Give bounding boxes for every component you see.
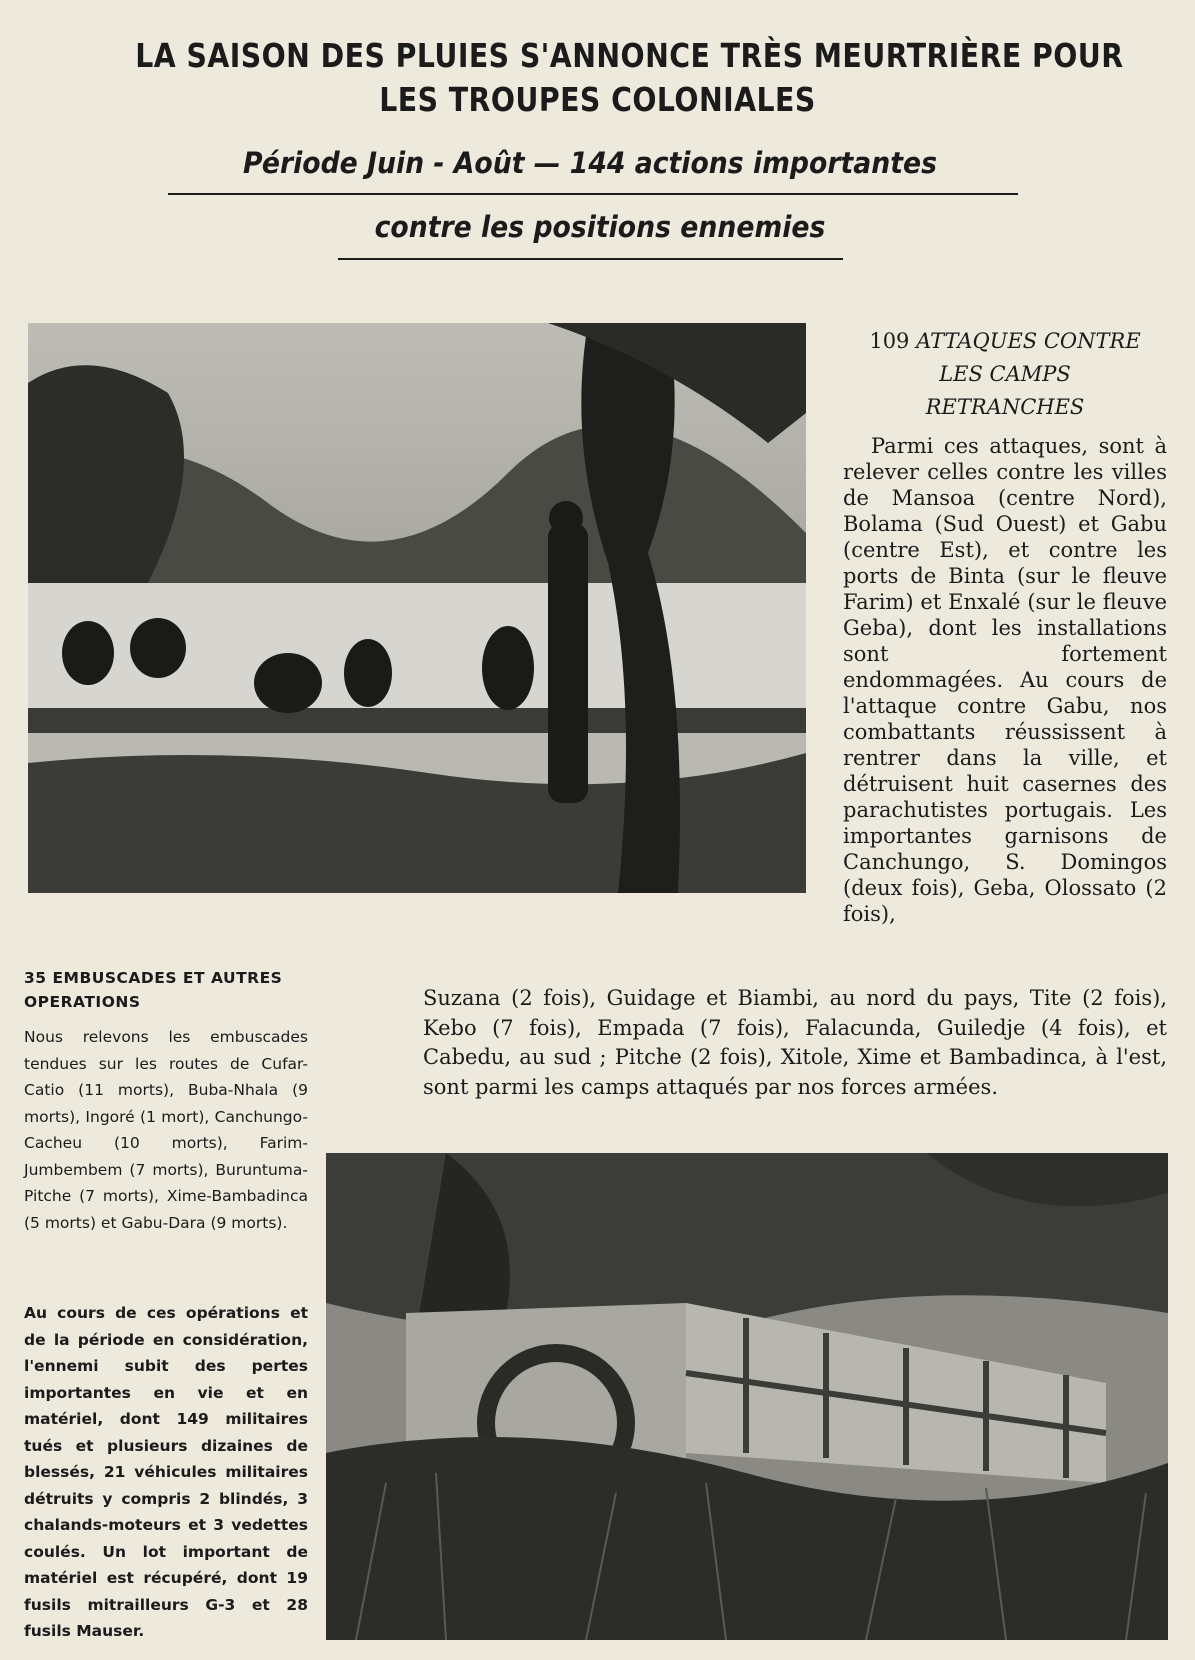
photo-destroyed-truck bbox=[326, 1153, 1168, 1640]
section-left-title: 35 EMBUSCADES ET AUTRES OPERATIONS bbox=[24, 969, 283, 1011]
headline-line-1: LA SAISON DES PLUIES S'ANNONCE TRÈS MEURTRIÈRE POUR bbox=[135, 36, 1124, 75]
subtitle-rule-1 bbox=[168, 193, 1018, 195]
section-left-body: Nous relevons les embuscades tendues sur les routes de Cufar-Catio (11 morts), Buba-Nhala (9 morts), Ingoré (1 mort), Canchungo-Cacheu (10 morts), Farim-Jumbembem (7 morts), Buruntuma-Pitche (7 morts), Xime-Bambadinca (5 morts) et Gabu-Dara (9 morts). bbox=[24, 1028, 308, 1232]
section-right-title bbox=[843, 325, 1167, 424]
section-left-summary: Au cours de ces opérations et de la période en considération, l'ennemi subit des pertes importantes en vie et en matériel, dont 149 militaires tués et plusieurs dizaines de blessés, 21 véhicules militaires détruits y compris 2 blindés, 3 chalands-moteurs et 3 vedettes coulés. Un lot important de matériel est récupéré, dont 19 fusils mitrailleurs G-3 et 28 fusils Mauser. bbox=[24, 1304, 308, 1640]
subtitle-rule-2 bbox=[338, 258, 843, 260]
section-right-title-number: 109 bbox=[869, 329, 910, 353]
section-right-title-line-2: LES CAMPS bbox=[939, 362, 1071, 386]
section-right-body-continued: Suzana (2 fois), Guidage et Biambi, au nord du pays, Tite (2 fois), Kebo (7 fois), Empada (7 fois), Falacunda, Guiledje (4 fois), et Cabedu, au sud ; Pitche (2 fois), Xitole, Xime et Bambadinca, à l'est, sont parmi les camps attaqués par nos forces armées. bbox=[423, 986, 1167, 1099]
subtitle-line-1: Période Juin - Août — 144 actions importantes bbox=[243, 146, 937, 180]
headline-line-2: LES TROUPES COLONIALES bbox=[379, 80, 816, 119]
section-right-title-line-1: ATTAQUES CONTRE bbox=[916, 329, 1141, 353]
photo-river-crossing bbox=[28, 323, 806, 893]
section-right-title-line-3: RETRANCHES bbox=[925, 395, 1085, 419]
subtitle-line-2: contre les positions ennemies bbox=[374, 210, 826, 244]
headline bbox=[135, 34, 1124, 122]
section-right-body: Parmi ces attaques, sont à relever celles contre les villes de Mansoa (centre Nord), Bolama (Sud Ouest) et Gabu (centre Est), et contre les ports de Binta (sur le fleuve Farim) et Enxalé (sur le fleuve Geba), dont les installations sont fortement endommagées. Au cours de l'attaque contre Gabu, nos combattants réussissent à rentrer dans la ville, et détruisent huit casernes des parachutistes portugais. Les importantes garnisons de Canchungo, S. Domingos (deux fois), Geba, Olossato (2 fois), bbox=[843, 434, 1167, 926]
